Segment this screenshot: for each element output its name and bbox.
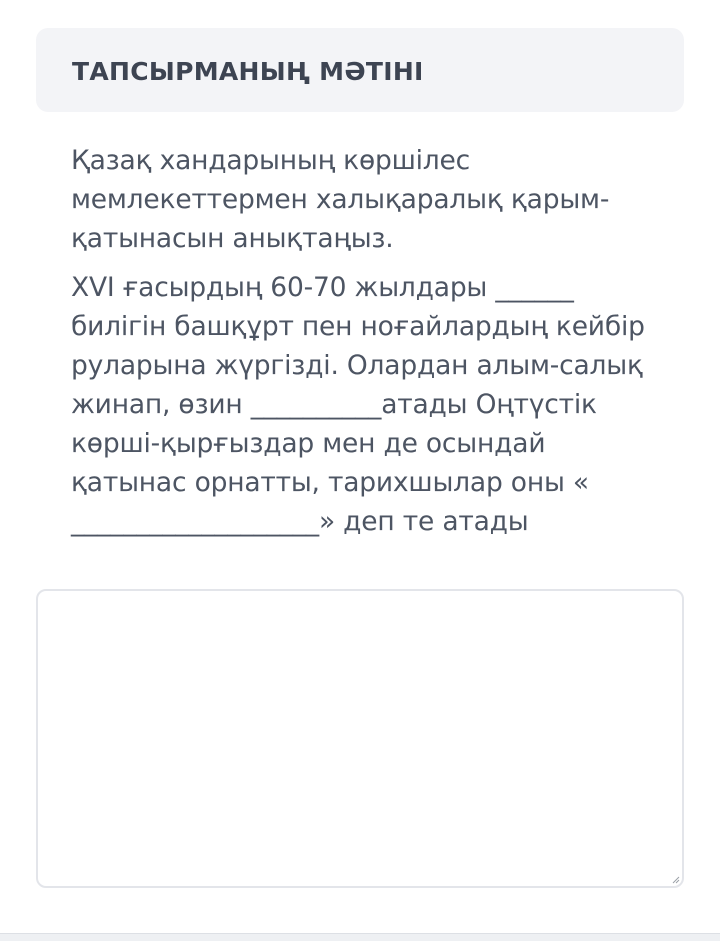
task-header-title: ТАПСЫРМАНЫҢ МӘТІНІ [72, 56, 424, 86]
task-text [71, 141, 661, 541]
resize-grip-icon[interactable] [670, 874, 680, 884]
answer-textarea[interactable] [36, 589, 684, 888]
bottom-divider [0, 933, 720, 941]
task-fill-in-paragraph: XVI ғасырдың 60-70 жылдары ______ билігін башқұрт пен ноғайлардың кейбір руларына жүргізді. Олардан алым-салық жинап, өзин __________атады Оңтүстік көрші-қырғыздар мен де осындай қатынас орнатты, тарихшылар оны « ___________________» деп те атады [71, 272, 645, 537]
task-header [36, 28, 684, 112]
task-question-paragraph: Қазақ хандарының көршілес мемлекеттермен халықаралық қарым-қатынасын анықтаңыз. [71, 145, 610, 254]
